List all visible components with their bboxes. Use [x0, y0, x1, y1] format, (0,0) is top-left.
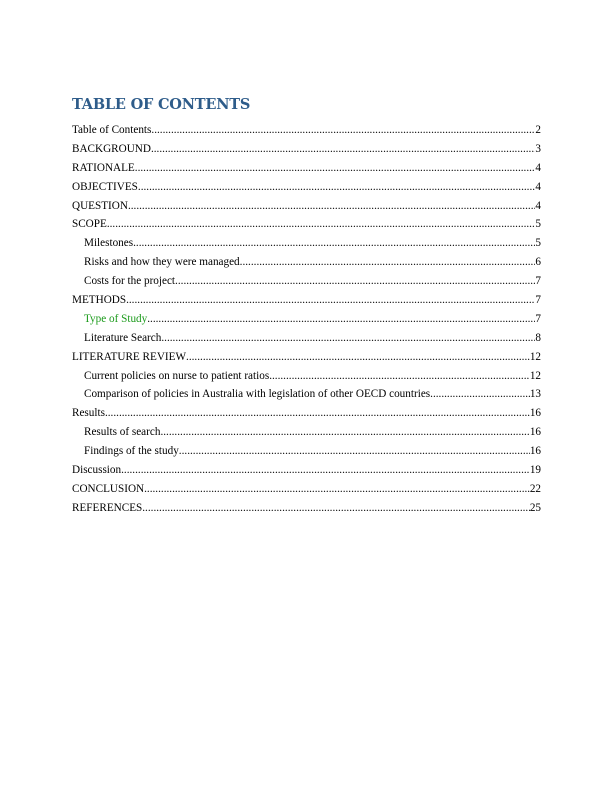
toc-dot-leader — [144, 480, 530, 499]
toc-dot-leader — [107, 215, 536, 234]
toc-entry-title[interactable]: REFERENCES — [72, 501, 143, 514]
toc-page-number: 19 — [529, 464, 541, 477]
toc-entry-conclusion[interactable] — [72, 480, 541, 499]
toc-entry-discussion[interactable] — [72, 461, 541, 480]
toc-dot-leader — [147, 310, 535, 329]
toc-page-number: 3 — [535, 142, 541, 155]
toc-page-number: 16 — [529, 407, 541, 420]
toc-entry-table-of-contents[interactable] — [72, 121, 541, 140]
toc-entry-title[interactable]: Risks and how they were managed — [84, 256, 240, 269]
toc-entry-objectives[interactable] — [72, 178, 541, 197]
toc-entry-title[interactable]: Milestones — [84, 237, 134, 250]
toc-entry-rationale[interactable] — [72, 159, 541, 178]
toc-entry-title[interactable]: Literature Search — [84, 331, 162, 344]
toc-dot-leader — [121, 461, 530, 480]
toc-entry-question[interactable] — [72, 197, 541, 216]
toc-dot-leader — [126, 291, 535, 310]
toc-dot-leader — [175, 272, 535, 291]
toc-entry-risks[interactable] — [72, 253, 541, 272]
toc-entry-milestones[interactable] — [72, 234, 541, 253]
toc-heading: TABLE OF CONTENTS — [72, 96, 251, 113]
toc-entry-comparison-of-policies[interactable] — [72, 385, 541, 404]
toc-dot-leader — [160, 423, 529, 442]
toc-dot-leader — [186, 348, 530, 367]
toc-entry-title-highlighted[interactable]: Type of Study — [84, 312, 148, 325]
toc-dot-leader — [105, 404, 530, 423]
toc-entry-results-of-search[interactable] — [72, 423, 541, 442]
toc-entry-current-policies[interactable] — [72, 367, 541, 386]
toc-page-number: 16 — [529, 445, 541, 458]
toc-dot-leader — [138, 178, 536, 197]
toc-dot-leader — [179, 442, 530, 461]
toc-entry-title[interactable]: CONCLUSION — [72, 482, 145, 495]
toc-entry-scope[interactable] — [72, 215, 541, 234]
toc-entry-references[interactable] — [72, 499, 541, 518]
toc-page-number: 4 — [535, 199, 541, 212]
toc-entry-results[interactable] — [72, 404, 541, 423]
toc-page-number: 7 — [535, 294, 541, 307]
toc-entry-methods[interactable] — [72, 291, 541, 310]
toc-page-number: 16 — [529, 426, 541, 439]
toc-page-number: 12 — [529, 350, 541, 363]
toc-entry-title[interactable]: RATIONALE — [72, 161, 135, 174]
toc-page-number: 8 — [535, 331, 541, 344]
toc-entry-title[interactable]: Results — [72, 407, 105, 420]
toc-page-number: 25 — [529, 501, 541, 514]
toc-entry-literature-search[interactable] — [72, 329, 541, 348]
toc-page-number: 12 — [529, 369, 541, 382]
toc-entry-literature-review[interactable] — [72, 348, 541, 367]
toc-page-number: 2 — [535, 124, 541, 136]
toc-entry-type-of-study[interactable] — [72, 310, 541, 329]
toc-page-number: 22 — [529, 482, 541, 495]
toc-dot-leader — [151, 121, 535, 140]
toc-entry-title[interactable]: BACKGROUND — [72, 142, 151, 155]
toc-dot-leader — [151, 140, 535, 159]
toc-dot-leader — [133, 234, 535, 253]
toc-page-number: 7 — [535, 275, 541, 288]
toc-dot-leader — [240, 253, 536, 272]
toc-entry-title[interactable]: QUESTION — [72, 199, 128, 212]
toc-entry-title[interactable]: OBJECTIVES — [72, 180, 138, 193]
toc-entry-title[interactable]: SCOPE — [72, 218, 107, 231]
toc-entry-title[interactable]: Current policies on nurse to patient ratios — [84, 369, 270, 382]
toc-page-number: 5 — [535, 218, 541, 231]
toc-dot-leader — [161, 329, 535, 348]
toc-entry-title[interactable]: LITERATURE REVIEW — [72, 350, 187, 363]
toc-entry-title[interactable]: Discussion — [72, 464, 122, 477]
toc-page-number: 7 — [535, 312, 541, 325]
toc-entry-title[interactable]: Findings of the study — [84, 445, 179, 458]
toc-page-number: 6 — [535, 256, 541, 269]
toc-list — [72, 121, 541, 518]
toc-entry-title[interactable]: Costs for the project — [84, 275, 176, 288]
toc-dot-leader — [269, 367, 530, 386]
toc-entry-title[interactable]: Table of Contents — [72, 124, 152, 136]
toc-entry-background[interactable] — [72, 140, 541, 159]
toc-dot-leader — [128, 197, 535, 216]
toc-entry-costs[interactable] — [72, 272, 541, 291]
toc-dot-leader — [430, 385, 530, 404]
toc-entry-title[interactable]: Comparison of policies in Australia with legislation of other OECD countries — [84, 388, 431, 401]
toc-entry-title[interactable]: Results of search — [84, 426, 161, 439]
toc-page-number: 4 — [535, 161, 541, 174]
toc-page-number: 5 — [535, 237, 541, 250]
toc-page-number: 13 — [529, 388, 541, 401]
toc-page-number: 4 — [535, 180, 541, 193]
toc-dot-leader — [142, 499, 530, 518]
toc-entry-title[interactable]: METHODS — [72, 294, 127, 307]
toc-dot-leader — [135, 159, 536, 178]
toc-entry-findings[interactable] — [72, 442, 541, 461]
